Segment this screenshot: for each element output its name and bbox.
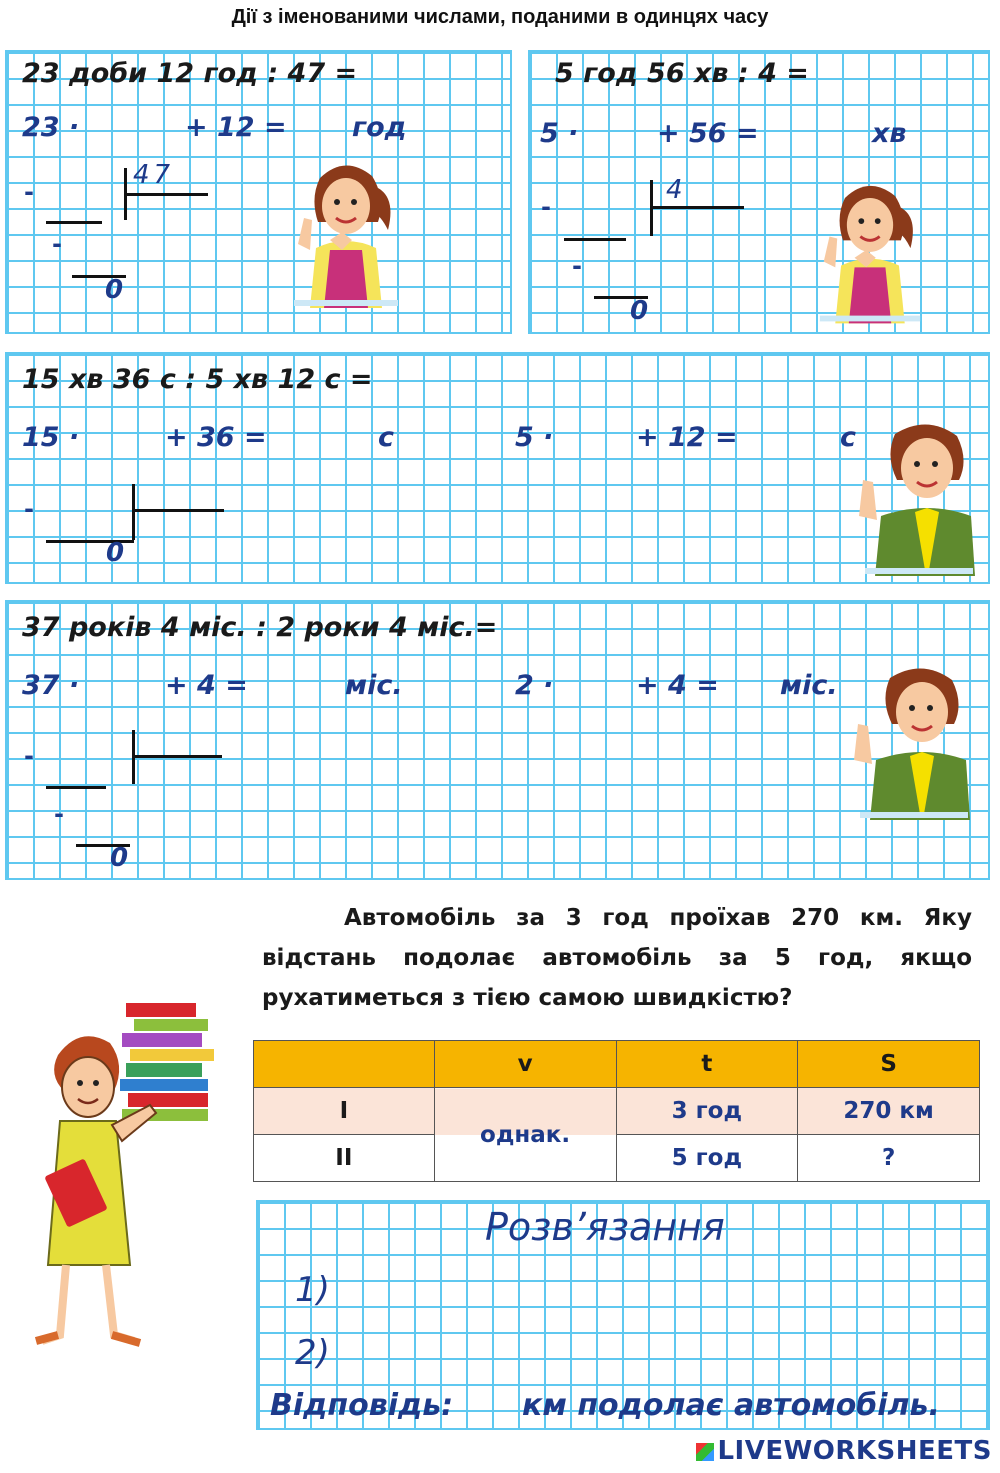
answer-input[interactable] [455,1390,520,1428]
exercise-3-minus: - [24,495,34,523]
exercise-3-unit-1: с [378,422,395,453]
exercise-4-blank-result-2[interactable] [720,670,780,704]
exercise-4-division-horizontal [132,755,222,758]
table-header-cell: S [798,1041,980,1088]
student-with-books-illustration [30,995,230,1355]
table-header-cell: t [616,1041,798,1088]
table-row [254,1135,980,1182]
exercise-1-task: 23 доби 12 год : 47 = [22,58,358,89]
solution-step-1-input[interactable] [345,1270,905,1312]
exercise-3-plus-1: + 36 = [165,422,267,453]
exercise-3-multiplier-2: 5 · [515,422,554,453]
exercise-1-minus-2: - [52,230,62,258]
exercise-1-blank-factor[interactable] [100,112,180,146]
exercise-1-zero: 0 [105,275,124,305]
girl-illustration [816,178,924,324]
exercise-4-task: 37 років 4 міс. : 2 роки 4 міс.= [22,612,498,643]
cell-distance: 270 км [798,1088,980,1135]
exercise-2-line-1 [564,238,626,241]
row-label: II [254,1135,435,1182]
exercise-3-multiplier-1: 15 · [22,422,80,453]
exercise-2-division-horizontal [650,206,744,209]
solution-step-1: 1) [295,1270,330,1310]
girl-illustration [290,158,402,308]
exercise-2-multiplier: 5 · [540,118,579,149]
solution-step-2-input[interactable] [345,1333,905,1375]
exercise-1-blank-result[interactable] [270,112,350,146]
solution-heading: Розв’язання [485,1205,725,1249]
brand-text: LIVEWORKSHEETS [717,1436,992,1466]
exercise-2-zero: 0 [630,296,649,326]
logo-icon [696,1443,714,1461]
exercise-4-minus-2: - [54,800,64,828]
answer-text: км подолає автомобіль. [522,1388,940,1423]
exercise-3-zero: 0 [106,538,125,568]
data-table [253,1040,980,1182]
exercise-2-divisor: 4 [666,175,683,205]
table-row [254,1088,980,1135]
exercise-1-plus: + 12 = [185,112,287,143]
exercise-3-blank-factor-1[interactable] [105,422,165,456]
exercise-1-line-1 [46,221,102,224]
exercise-2-unit: хв [872,118,907,149]
exercise-4-blank-factor-1[interactable] [105,670,165,704]
grid-exercise-1 [5,50,512,334]
exercise-1-multiplier: 23 · [22,112,80,143]
exercise-2-task: 5 год 56 хв : 4 = [555,58,809,89]
exercise-3-division-horizontal [132,509,224,512]
exercise-4-unit-2: міс. [780,670,838,701]
cell-time: 3 год [616,1088,798,1135]
exercise-2-plus: + 56 = [657,118,759,149]
table-header-cell [254,1041,435,1088]
answer-label: Відповідь: [270,1388,454,1423]
liveworksheets-logo [696,1436,992,1466]
merged-v-cell: однак. [434,1088,616,1182]
exercise-4-plus-1: + 4 = [165,670,248,701]
exercise-4-multiplier-2: 2 · [515,670,554,701]
exercise-4-zero: 0 [110,843,129,873]
exercise-3-task: 15 хв 36 с : 5 хв 12 с = [22,364,373,395]
exercise-3-unit-2: с [840,422,857,453]
exercise-2-minus-1: - [541,193,551,221]
exercise-4-plus-2: + 4 = [636,670,719,701]
exercise-4-multiplier-1: 37 · [22,670,80,701]
table-header-row [254,1041,980,1088]
exercise-4-unit-1: міс. [345,670,403,701]
table-header-cell: v [434,1041,616,1088]
exercise-4-blank-result-1[interactable] [250,670,340,704]
exercise-3-division-vertical [132,484,135,540]
boy-illustration [850,664,972,820]
exercise-2-blank-factor[interactable] [590,118,655,152]
cell-time: 5 год [616,1135,798,1182]
exercise-1-minus-1: - [24,178,34,206]
exercise-3-blank-result-1[interactable] [285,422,375,456]
exercise-3-plus-2: + 12 = [636,422,738,453]
page-title: Дії з іменованими числами, поданими в одинцях часу [231,6,769,28]
boy-illustration [855,420,977,576]
exercise-3-blank-factor-2[interactable] [575,422,635,456]
exercise-4-minus-1: - [24,742,34,770]
word-problem: Автомобіль за 3 год проїхав 270 км. Яку відстань подолає автомобіль за 5 год, якщо рухатиметься з тією самою швидкістю? [262,905,972,1011]
exercise-1-divisor: 47 [133,160,175,190]
exercise-1-unit: год [352,112,407,143]
exercise-4-blank-factor-2[interactable] [575,670,635,704]
solution-step-2: 2) [295,1333,330,1373]
cell-distance: ? [798,1135,980,1182]
exercise-2-blank-result[interactable] [780,118,865,152]
row-label: I [254,1088,435,1135]
exercise-4-line-1 [46,786,106,789]
exercise-3-blank-result-2[interactable] [745,422,835,456]
exercise-2-minus-2: - [572,252,582,280]
exercise-1-division-horizontal [124,193,208,196]
